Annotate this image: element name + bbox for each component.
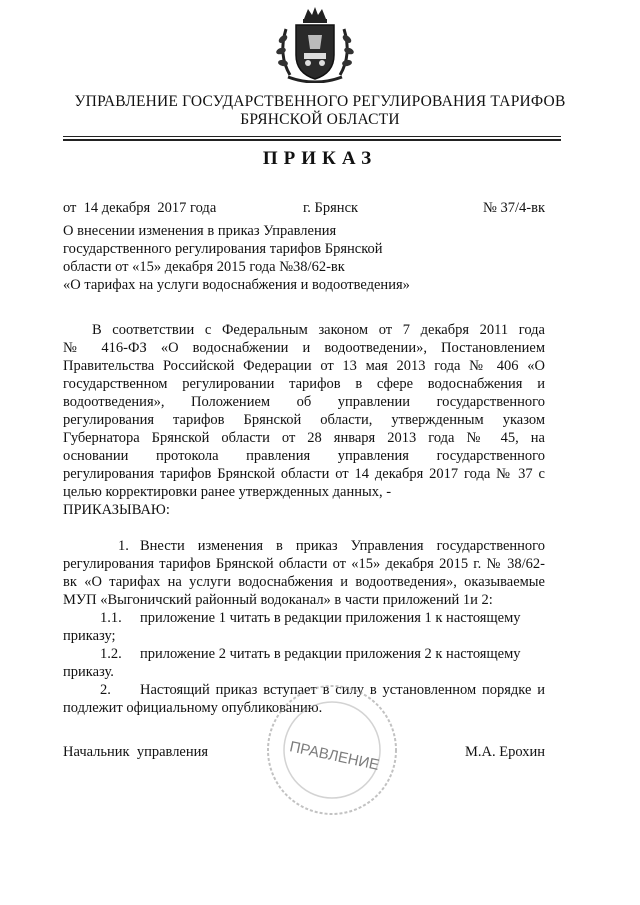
item-line: регулирования тарифов Брянской области от «15» декабря 2015 г. № 38/62- <box>63 556 545 572</box>
item-line: МУП «Выгоничский районный водоканал» в части приложений 1и 2: <box>63 592 493 608</box>
stamp-text: ПРАВЛЕНИЕ <box>288 738 381 774</box>
org-name-line1: УПРАВЛЕНИЕ ГОСУДАРСТВЕННОГО РЕГУЛИРОВАНИЯ ТАРИФОВ <box>74 93 566 110</box>
order-city: г. Брянск <box>303 200 359 216</box>
subitem-number: 1.1. <box>100 610 122 626</box>
item-line: вк «О тарифах на услуги водоснабжения и водоотведения», оказываемые <box>63 574 545 590</box>
org-name-line2: БРЯНСКОЙ ОБЛАСТИ <box>240 111 400 128</box>
preamble-line: Губернатора Брянской области от 28 января 2013 года № 45, на <box>63 430 545 446</box>
coat-of-arms-icon <box>270 5 360 83</box>
preamble-line: Правительства Российской Федерации от 13 мая 2013 года № 406 «О <box>63 358 545 374</box>
subitem-number: 1.2. <box>100 646 122 662</box>
order-number: № 37/4-вк <box>483 200 545 216</box>
order-date: от 14 декабря 2017 года <box>63 200 217 216</box>
order-word: ПРИКАЗЫВАЮ: <box>63 502 170 518</box>
signer-title: Начальник управления <box>63 744 209 760</box>
preamble-line: государственном регулировании тарифов в сфере водоснабжения и <box>63 376 545 392</box>
subject-line: области от «15» декабря 2015 года №38/62-вк <box>63 259 345 275</box>
item-number: 2. <box>100 682 111 698</box>
subitem-line: приказу; <box>63 628 116 644</box>
subitem-line: приложение 2 читать в редакции приложения 2 к настоящему <box>140 646 521 662</box>
item-number: 1. <box>118 538 129 554</box>
item-line: Внести изменения в приказ Управления государственного <box>140 538 545 554</box>
preamble-line: В соответствии с Федеральным законом от 7 декабря 2011 года <box>92 322 545 338</box>
preamble-line: № 416-ФЗ «О водоснабжении и водоотведении», Постановлением <box>63 340 545 356</box>
item-line: Настоящий приказ вступает в силу в установленном порядке и <box>140 682 545 698</box>
document-title: ПРИКАЗ <box>262 148 378 169</box>
subitem-line: приказу. <box>63 664 114 680</box>
official-seal-icon <box>262 680 402 820</box>
preamble-line: основании протокола правления управления государственного <box>63 448 545 464</box>
item-line: подлежит официальному опубликованию. <box>63 700 323 716</box>
header-rule-thin <box>63 136 561 137</box>
subject-line: О внесении изменения в приказ Управления <box>63 223 337 239</box>
order-subject <box>63 222 503 294</box>
subject-line: «О тарифах на услуги водоснабжения и водоотведения» <box>63 277 410 293</box>
subitem-line: приложение 1 читать в редакции приложения 1 к настоящему <box>140 610 521 626</box>
signer-name: М.А. Ерохин <box>464 744 545 760</box>
preamble-line: водоотведения», Положением об управлении государственного <box>63 394 545 410</box>
subject-line: государственного регулирования тарифов Брянской <box>63 241 383 257</box>
header-rule-thick <box>63 139 561 141</box>
preamble-line: целью корректировки ранее утвержденных данных, - <box>63 484 392 500</box>
preamble-line: регулирования тарифов Брянской области, утвержденным указом <box>63 412 545 428</box>
preamble-line: регулирования тарифов Брянской области от 14 декабря 2017 года № 37 с <box>63 466 545 482</box>
